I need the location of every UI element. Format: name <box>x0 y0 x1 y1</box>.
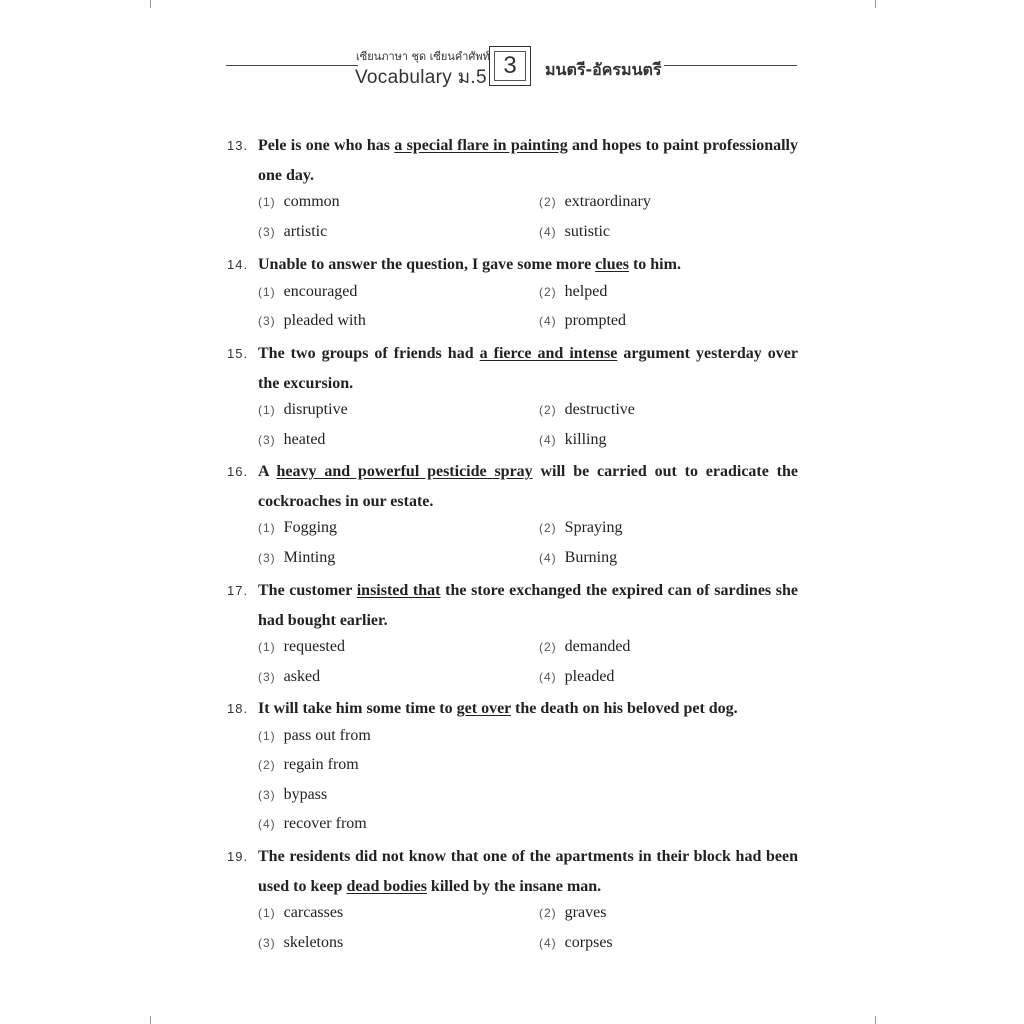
underlined-phrase: get over <box>456 700 511 717</box>
question-number: 16. <box>227 464 249 479</box>
question-stem <box>258 250 798 280</box>
option-number: (1) <box>258 284 276 299</box>
stem-text-after: the store exchanged the expired can of sardines she had bought earlier. <box>258 582 799 629</box>
option-text: asked <box>283 667 321 685</box>
stem-text-after: the death on his beloved pet dog. <box>510 700 738 717</box>
underlined-phrase: dead bodies <box>346 877 427 895</box>
stem-text-after: will be carried out to eradicate the cockroaches in our estate. <box>258 463 798 510</box>
stem-text-after: and hopes to paint professionally one day. <box>258 137 798 184</box>
underlined-phrase: a special flare in painting <box>394 137 568 154</box>
option-text: encouraged <box>283 282 358 300</box>
answer-option <box>258 549 335 567</box>
stem-text-after: to him. <box>628 256 681 273</box>
option-number: (3) <box>258 314 276 329</box>
question-number: 13. <box>227 138 249 153</box>
option-text: heated <box>283 430 326 448</box>
answer-option <box>539 401 635 419</box>
option-number: (4) <box>539 314 557 329</box>
option-text: artistic <box>283 222 328 240</box>
answer-option <box>258 638 345 656</box>
question-number: 17. <box>227 583 249 598</box>
option-text: common <box>283 193 340 211</box>
option-number: (1) <box>258 521 276 536</box>
crop-mark-top-left <box>150 0 151 8</box>
option-text: prompted <box>564 312 626 330</box>
option-text: helped <box>564 282 608 300</box>
option-text: Spraying <box>564 519 623 537</box>
answer-option <box>539 934 613 952</box>
option-text: corpses <box>564 933 613 951</box>
stem-text-after: killed by the insane man. <box>426 877 602 895</box>
option-text: Burning <box>564 548 618 566</box>
page-number-box <box>489 46 531 86</box>
option-number: (4) <box>539 669 557 684</box>
option-number: (3) <box>258 787 276 802</box>
answer-option <box>258 815 367 833</box>
option-number: (1) <box>258 640 276 655</box>
option-number: (3) <box>258 224 276 239</box>
option-text: Fogging <box>283 519 338 537</box>
underlined-phrase: heavy and powerful pesticide spray <box>276 463 533 480</box>
stem-text-before: It will take him some time to <box>258 700 457 717</box>
answer-option <box>258 519 337 537</box>
option-text: pleaded with <box>283 312 366 330</box>
answer-option <box>539 668 614 686</box>
answer-option <box>258 283 357 301</box>
question-number: 15. <box>227 346 249 361</box>
option-text: carcasses <box>283 904 344 922</box>
option-text: pleaded <box>564 667 615 685</box>
stem-text-before: The residents did not know that one of the apartments in their block had been used to keep <box>258 848 798 895</box>
option-text: killing <box>564 430 607 448</box>
underlined-phrase: insisted that <box>356 582 441 599</box>
page-number: 3 <box>503 52 517 79</box>
option-text: graves <box>564 904 607 922</box>
answer-option <box>539 549 617 567</box>
option-number: (2) <box>539 284 557 299</box>
question-number: 14. <box>227 257 249 272</box>
header-series-title: เซียนภาษา ชุด เซียนคำศัพท์ <box>356 50 490 63</box>
question-stem <box>258 842 798 901</box>
option-number: (2) <box>539 403 557 418</box>
option-number: (3) <box>258 432 276 447</box>
option-number: (3) <box>258 669 276 684</box>
option-text: destructive <box>564 401 635 419</box>
option-number: (1) <box>258 728 276 743</box>
question-number: 19. <box>227 849 249 864</box>
header-rule-right <box>664 65 797 66</box>
option-number: (4) <box>258 817 276 832</box>
answer-option <box>258 223 327 241</box>
question-stem <box>258 576 798 635</box>
option-text: regain from <box>283 756 359 774</box>
crop-mark-bottom-left <box>150 1016 151 1024</box>
option-text: disruptive <box>283 401 348 419</box>
answer-option <box>539 283 607 301</box>
answer-option <box>258 727 371 745</box>
option-number: (4) <box>539 224 557 239</box>
option-number: (2) <box>258 758 276 773</box>
answer-option <box>539 223 610 241</box>
crop-mark-bottom-right <box>875 1016 876 1024</box>
answer-option <box>258 312 366 330</box>
answer-option <box>258 668 320 686</box>
option-text: recover from <box>283 815 367 833</box>
header-rule-left <box>226 65 358 66</box>
answer-option <box>539 193 651 211</box>
option-text: demanded <box>564 638 631 656</box>
stem-text-before: The customer <box>258 582 357 599</box>
question-stem <box>258 131 798 190</box>
option-text: bypass <box>283 785 328 803</box>
option-number: (4) <box>539 935 557 950</box>
option-number: (3) <box>258 550 276 565</box>
answer-option <box>258 401 348 419</box>
stem-text-before: A <box>258 463 277 480</box>
option-number: (3) <box>258 935 276 950</box>
option-text: Minting <box>283 548 336 566</box>
option-text: extraordinary <box>564 193 651 211</box>
option-number: (1) <box>258 906 276 921</box>
question-number: 18. <box>227 701 249 716</box>
crop-mark-top-right <box>875 0 876 8</box>
header-vocabulary-title: Vocabulary ม.5 <box>355 67 487 88</box>
option-number: (1) <box>258 403 276 418</box>
answer-option <box>258 431 325 449</box>
stem-text-before: Pele is one who has <box>258 137 395 154</box>
underlined-phrase: a fierce and intense <box>479 345 618 362</box>
option-number: (2) <box>539 195 557 210</box>
stem-text-after: argument yesterday over the excursion. <box>258 345 799 392</box>
option-number: (2) <box>539 906 557 921</box>
option-number: (4) <box>539 550 557 565</box>
option-text: requested <box>283 638 345 656</box>
header-brand: มนตรี-อัครมนตรี <box>545 60 662 79</box>
answer-option <box>258 904 343 922</box>
answer-option <box>258 756 359 774</box>
answer-option <box>539 638 630 656</box>
option-number: (2) <box>539 521 557 536</box>
answer-option <box>258 786 327 804</box>
answer-option <box>258 934 343 952</box>
question-stem <box>258 457 798 516</box>
answer-option <box>258 193 340 211</box>
option-number: (2) <box>539 640 557 655</box>
option-number: (1) <box>258 195 276 210</box>
answer-option <box>539 312 626 330</box>
option-text: pass out from <box>283 726 371 744</box>
answer-option <box>539 431 606 449</box>
stem-text-before: The two groups of friends had <box>258 345 480 362</box>
answer-option <box>539 904 606 922</box>
answer-option <box>539 519 622 537</box>
underlined-phrase: clues <box>595 256 629 273</box>
question-stem <box>258 694 798 724</box>
question-stem <box>258 339 798 398</box>
option-text: sutistic <box>564 222 611 240</box>
stem-text-before: Unable to answer the question, I gave some more <box>258 256 596 273</box>
option-number: (4) <box>539 432 557 447</box>
option-text: skeletons <box>283 933 344 951</box>
